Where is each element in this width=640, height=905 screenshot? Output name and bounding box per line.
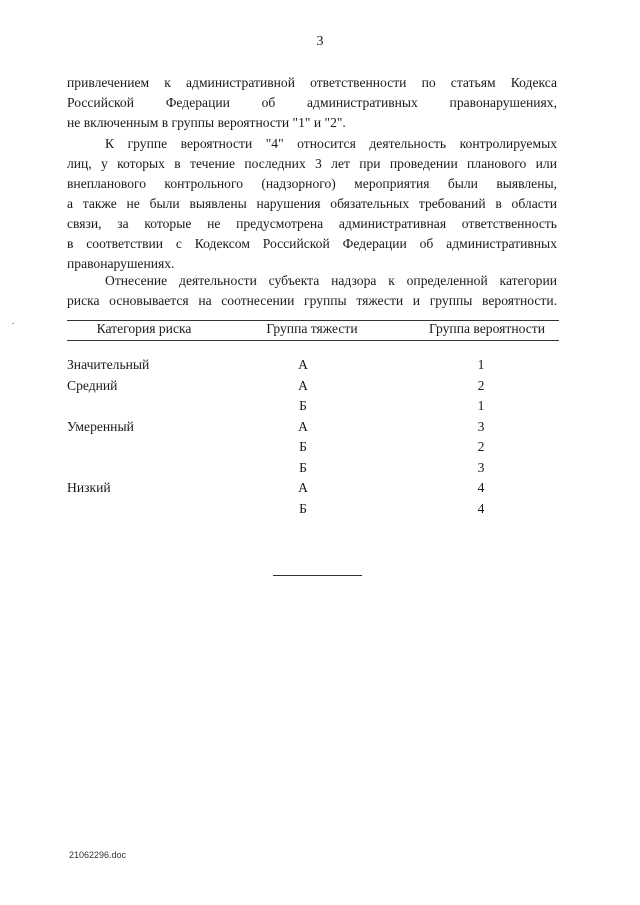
cell-probability: 2 bbox=[477, 377, 485, 393]
table-header bbox=[67, 321, 557, 341]
header-severity-group: Группа тяжести bbox=[266, 321, 358, 336]
cell-probability: 1 bbox=[477, 398, 485, 413]
cell-severity: Б bbox=[299, 398, 307, 413]
table-row bbox=[67, 398, 557, 419]
text-line: К группе вероятности "4" относится деятельность контролируемых bbox=[105, 136, 557, 151]
cell-category: Значительный bbox=[67, 357, 150, 372]
cell-severity: Б bbox=[299, 459, 307, 475]
text-line: риска основывается на соотнесении группы тяжести и группы вероятности. bbox=[67, 293, 557, 308]
paragraph-1 bbox=[67, 73, 557, 133]
text-line: связи, за которые не предусмотрена административная ответственность bbox=[67, 216, 557, 231]
paragraph-2 bbox=[67, 134, 557, 274]
header-risk-category: Категория риска bbox=[96, 321, 192, 336]
text-line: правонарушениях. bbox=[67, 256, 175, 271]
cell-category: Низкий bbox=[67, 480, 111, 495]
table-row bbox=[67, 460, 557, 481]
text-line: не включенным в группы вероятности "1" и "2". bbox=[67, 115, 346, 130]
cell-probability: 4 bbox=[477, 480, 485, 495]
text-line: внепланового контрольного (надзорного) мероприятия были выявлены, bbox=[67, 176, 557, 191]
table-row bbox=[67, 501, 557, 522]
document-filename: 21062296.doc bbox=[69, 850, 127, 860]
cell-severity: Б bbox=[299, 500, 307, 516]
page-number: 3 bbox=[316, 34, 324, 49]
cell-severity: А bbox=[298, 377, 308, 393]
text-line: в соответствии с Кодексом Российской Федерации об административных bbox=[67, 236, 557, 251]
table-row bbox=[67, 439, 557, 460]
paragraph-3 bbox=[67, 271, 557, 311]
text-line: а также не были выявлены нарушения обязательных требований в области bbox=[67, 196, 557, 211]
table-row bbox=[67, 419, 557, 440]
cell-category: Средний bbox=[67, 377, 118, 393]
margin-mark bbox=[12, 323, 14, 324]
cell-severity: А bbox=[298, 357, 308, 372]
text-line: Российской Федерации об административных правонарушениях, bbox=[67, 95, 557, 110]
cell-probability: 1 bbox=[477, 357, 485, 372]
cell-probability: 3 bbox=[477, 418, 485, 434]
cell-category: Умеренный bbox=[67, 418, 134, 434]
table-row bbox=[67, 357, 557, 378]
cell-severity: Б bbox=[299, 439, 307, 454]
cell-severity: А bbox=[298, 480, 308, 495]
table-header-rule bbox=[67, 340, 559, 341]
text-line: Отнесение деятельности субъекта надзора к определенной категории bbox=[105, 273, 557, 288]
cell-probability: 3 bbox=[477, 459, 485, 475]
table-body bbox=[67, 357, 557, 521]
table-row bbox=[67, 378, 557, 399]
end-of-document-rule bbox=[273, 575, 362, 576]
text-line: привлечением к административной ответственности по статьям Кодекса bbox=[67, 75, 557, 90]
cell-severity: А bbox=[298, 418, 308, 434]
header-probability-group: Группа вероятности bbox=[429, 321, 545, 336]
cell-probability: 4 bbox=[477, 500, 485, 516]
cell-probability: 2 bbox=[477, 439, 485, 454]
text-line: лиц, у которых в течение последних 3 лет при проведении планового или bbox=[67, 156, 557, 171]
table-row bbox=[67, 480, 557, 501]
